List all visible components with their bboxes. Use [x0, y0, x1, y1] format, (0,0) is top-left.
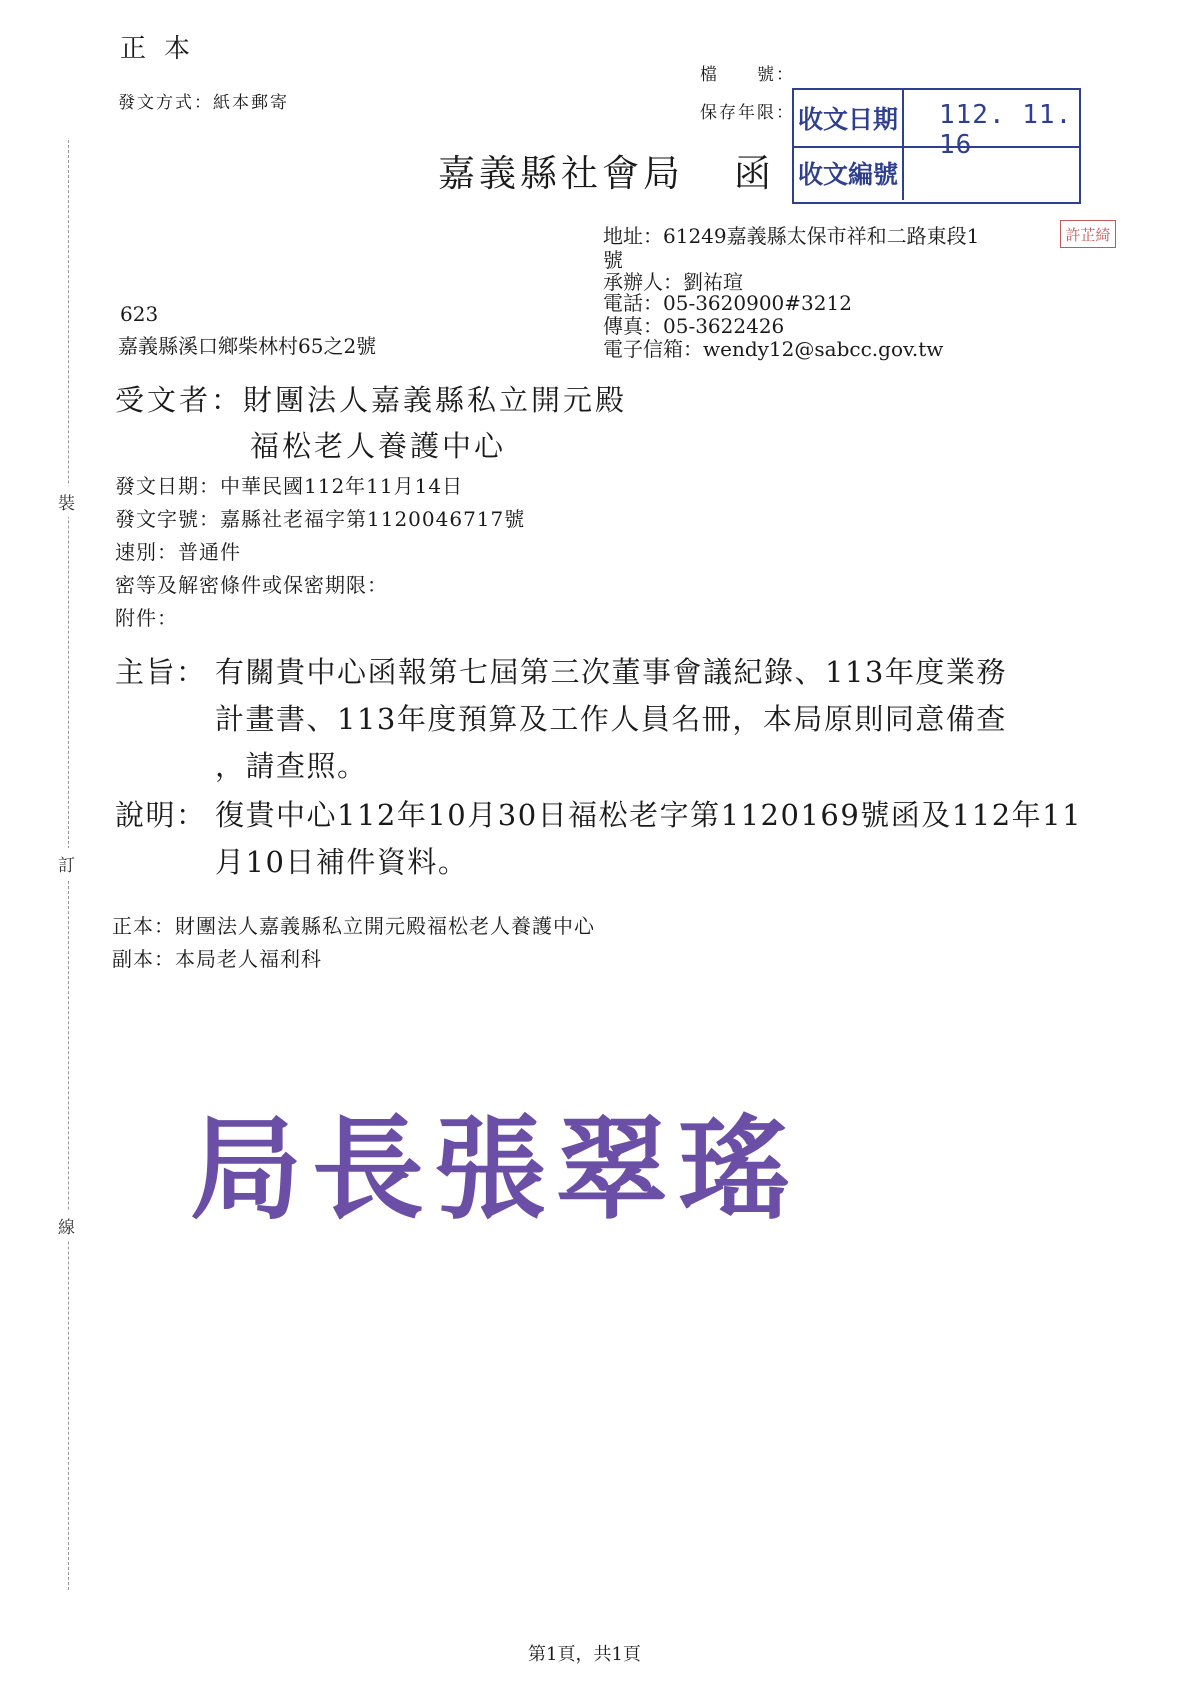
receipt-date-label: 收文日期 [794, 90, 904, 148]
receipt-date-value: 112. 11. 16 [939, 100, 1073, 160]
contact-address: 地址：61249嘉義縣太保市祥和二路東段1 [603, 224, 980, 248]
doc-number: 發文字號：嘉縣社老福字第1120046717號 [115, 507, 526, 531]
explanation-label: 說明： [115, 798, 207, 832]
explanation-line: 月10日補件資料。 [215, 845, 469, 879]
recipient-address: 嘉義縣溪口鄉柴林村65之2號 [118, 334, 377, 358]
binding-mark: 訂 [58, 848, 75, 879]
contact-tel: 電話：05-3620900#3212 [603, 291, 852, 315]
page-number: 第1頁，共1頁 [528, 1644, 641, 1665]
retention-label: 保存年限： [700, 103, 795, 123]
subject-line: 計畫書、113年度預算及工作人員名冊，本局原則同意備查 [215, 702, 1007, 736]
contact-fax: 傳真：05-3622426 [603, 314, 785, 338]
issue-date: 發文日期：中華民國112年11月14日 [115, 474, 464, 498]
copy-type: 正本 [120, 34, 209, 64]
contact-email: 電子信箱：wendy12@sabcc.gov.tw [603, 337, 944, 361]
doc-type: 函 [734, 152, 775, 195]
svg-text:局長張翠瑤: 局長張翠瑤 [190, 1104, 800, 1235]
receipt-stamp [792, 88, 1081, 204]
binding-mark: 線 [58, 1210, 75, 1241]
contact-address-cont: 號 [603, 248, 623, 272]
handler-seal: 許芷綺 [1060, 220, 1116, 248]
signature-seal [190, 1090, 870, 1240]
send-method: 發文方式：紙本郵寄 [118, 93, 289, 113]
security-level: 密等及解密條件或保密期限： [115, 573, 388, 597]
attachments: 附件： [115, 606, 178, 630]
agency-name: 嘉義縣社會局 [438, 152, 684, 195]
receipt-number-label: 收文編號 [794, 146, 904, 200]
recipient-line1: 受文者：財團法人嘉義縣私立開元殿 [115, 383, 628, 417]
subject-line: ，請查照。 [215, 749, 368, 783]
explanation-line: 復貴中心112年10月30日福松老字第1120169號函及112年11 [215, 798, 1083, 832]
distribution-copy: 副本：本局老人福利科 [112, 947, 322, 971]
recipient-line2: 福松老人養護中心 [250, 429, 507, 463]
subject-line: 有關貴中心函報第七屆第三次董事會議紀錄、113年度業務 [215, 655, 1007, 689]
recipient-zip: 623 [120, 302, 159, 326]
subject-label: 主旨： [115, 655, 207, 689]
agency-title [438, 143, 775, 197]
file-number-label: 檔 號： [700, 65, 795, 85]
binding-mark: 裝 [58, 486, 75, 517]
priority: 速別：普通件 [115, 540, 241, 564]
contact-handler: 承辦人：劉祐瑄 [603, 270, 743, 294]
distribution-original: 正本：財團法人嘉義縣私立開元殿福松老人養護中心 [112, 914, 595, 938]
